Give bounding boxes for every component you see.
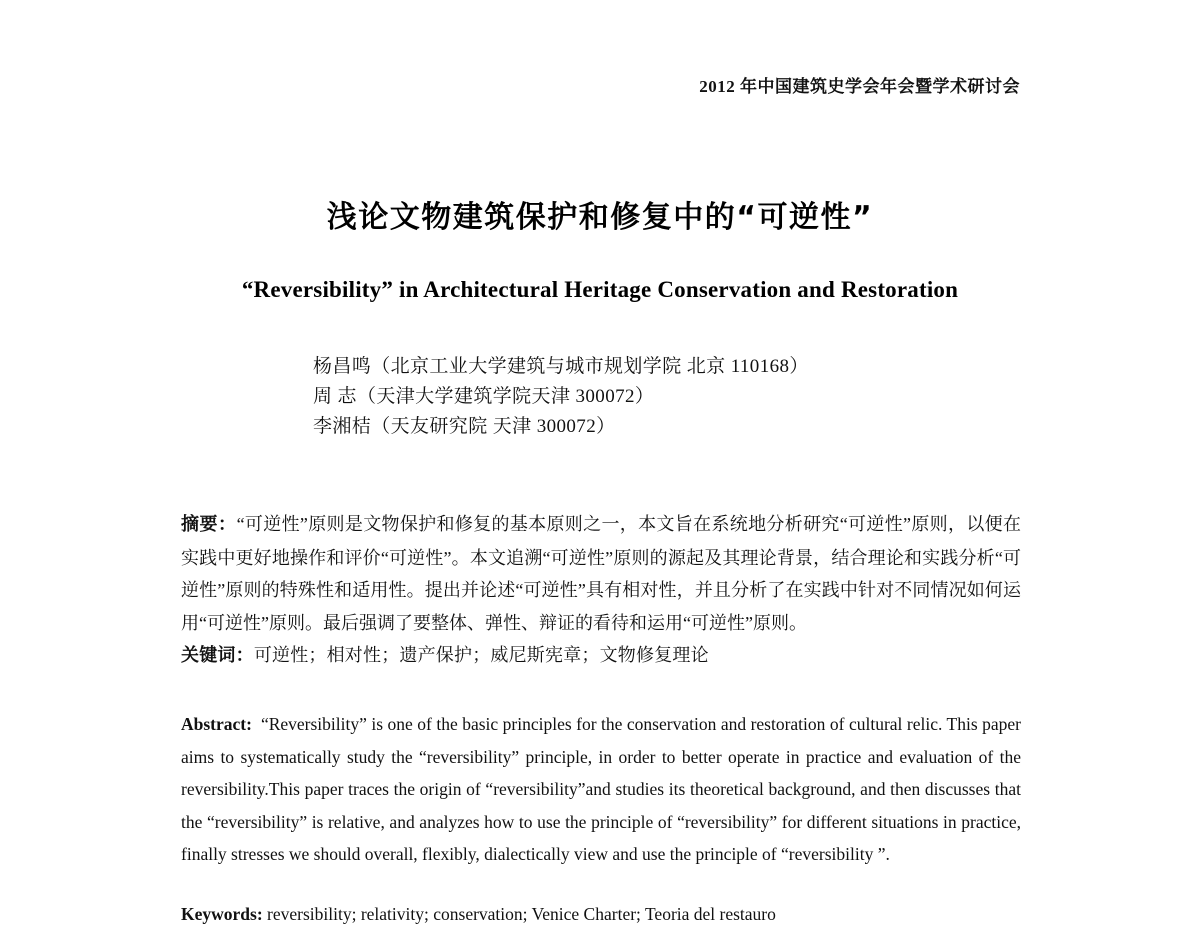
page-title-chinese: 浅论文物建筑保护和修复中的“可逆性”: [326, 200, 874, 236]
abstract-chinese-label: 摘要：: [181, 514, 237, 535]
abstract-chinese-paragraph: [181, 508, 1021, 639]
abstract-english: [181, 708, 1021, 871]
running-head: 2012 年中国建筑史学会年会暨学术研讨会: [699, 77, 1020, 96]
abstract-english-body: “Reversibility” is one of the basic principles for the conservation and restoration of cultural relic. This paper aims to systematically study the “reversibility” principle, in order to better operate in practice and evaluation of the reversibility.This paper traces the origin of “reversibility”and studies its theoretical background, and then discusses that the “reversibility” is relative, and analyzes how to use the principle of “reversibility” for different situations in practice, finally stresses we should overall, flexibly, dialectically view and use the principle of “reversibility ”.: [181, 714, 1021, 864]
keywords-english-label: Keywords:: [181, 904, 263, 924]
author-line: 周 志（天津大学建筑学院天津 300072）: [313, 386, 655, 407]
abstract-chinese-body: “可逆性”原则是文物保护和修复的基本原则之一，本文旨在系统地分析研究“可逆性”原则，以便在实践中更好地操作和评价“可逆性”。本文追溯“可逆性”原则的源起及其理论背景，结合理论和实践分析“可逆性”原则的特殊性和适用性。提出并论述“可逆性”具有相对性，并且分析了在实践中针对不同情况如何运用“可逆性”原则。最后强调了要整体、弹性、辩证的看待和运用“可逆性”原则。: [181, 514, 1021, 633]
keywords-chinese-label: 关键词：: [181, 645, 254, 666]
abstract-english-paragraph: [181, 708, 1021, 871]
author-line: 李湘桔（天友研究院 天津 300072）: [313, 416, 616, 437]
abstract-chinese: [181, 508, 1021, 673]
keywords-chinese-value: 可逆性；相对性；遗产保护；威尼斯宪章；文物修复理论: [253, 645, 709, 665]
author-affiliation-block: [313, 352, 809, 442]
keywords-english: [181, 898, 1021, 931]
keywords-chinese: [181, 639, 1021, 673]
page-title-english: “Reversibility” in Architectural Heritage Conservation and Restoration: [241, 277, 959, 303]
author-line: 杨昌鸣（北京工业大学建筑与城市规划学院 北京 110168）: [313, 356, 809, 377]
keywords-english-value: reversibility; relativity; conservation; Venice Charter; Teoria del restauro: [267, 904, 776, 924]
abstract-english-label: Abstract:: [181, 714, 252, 734]
